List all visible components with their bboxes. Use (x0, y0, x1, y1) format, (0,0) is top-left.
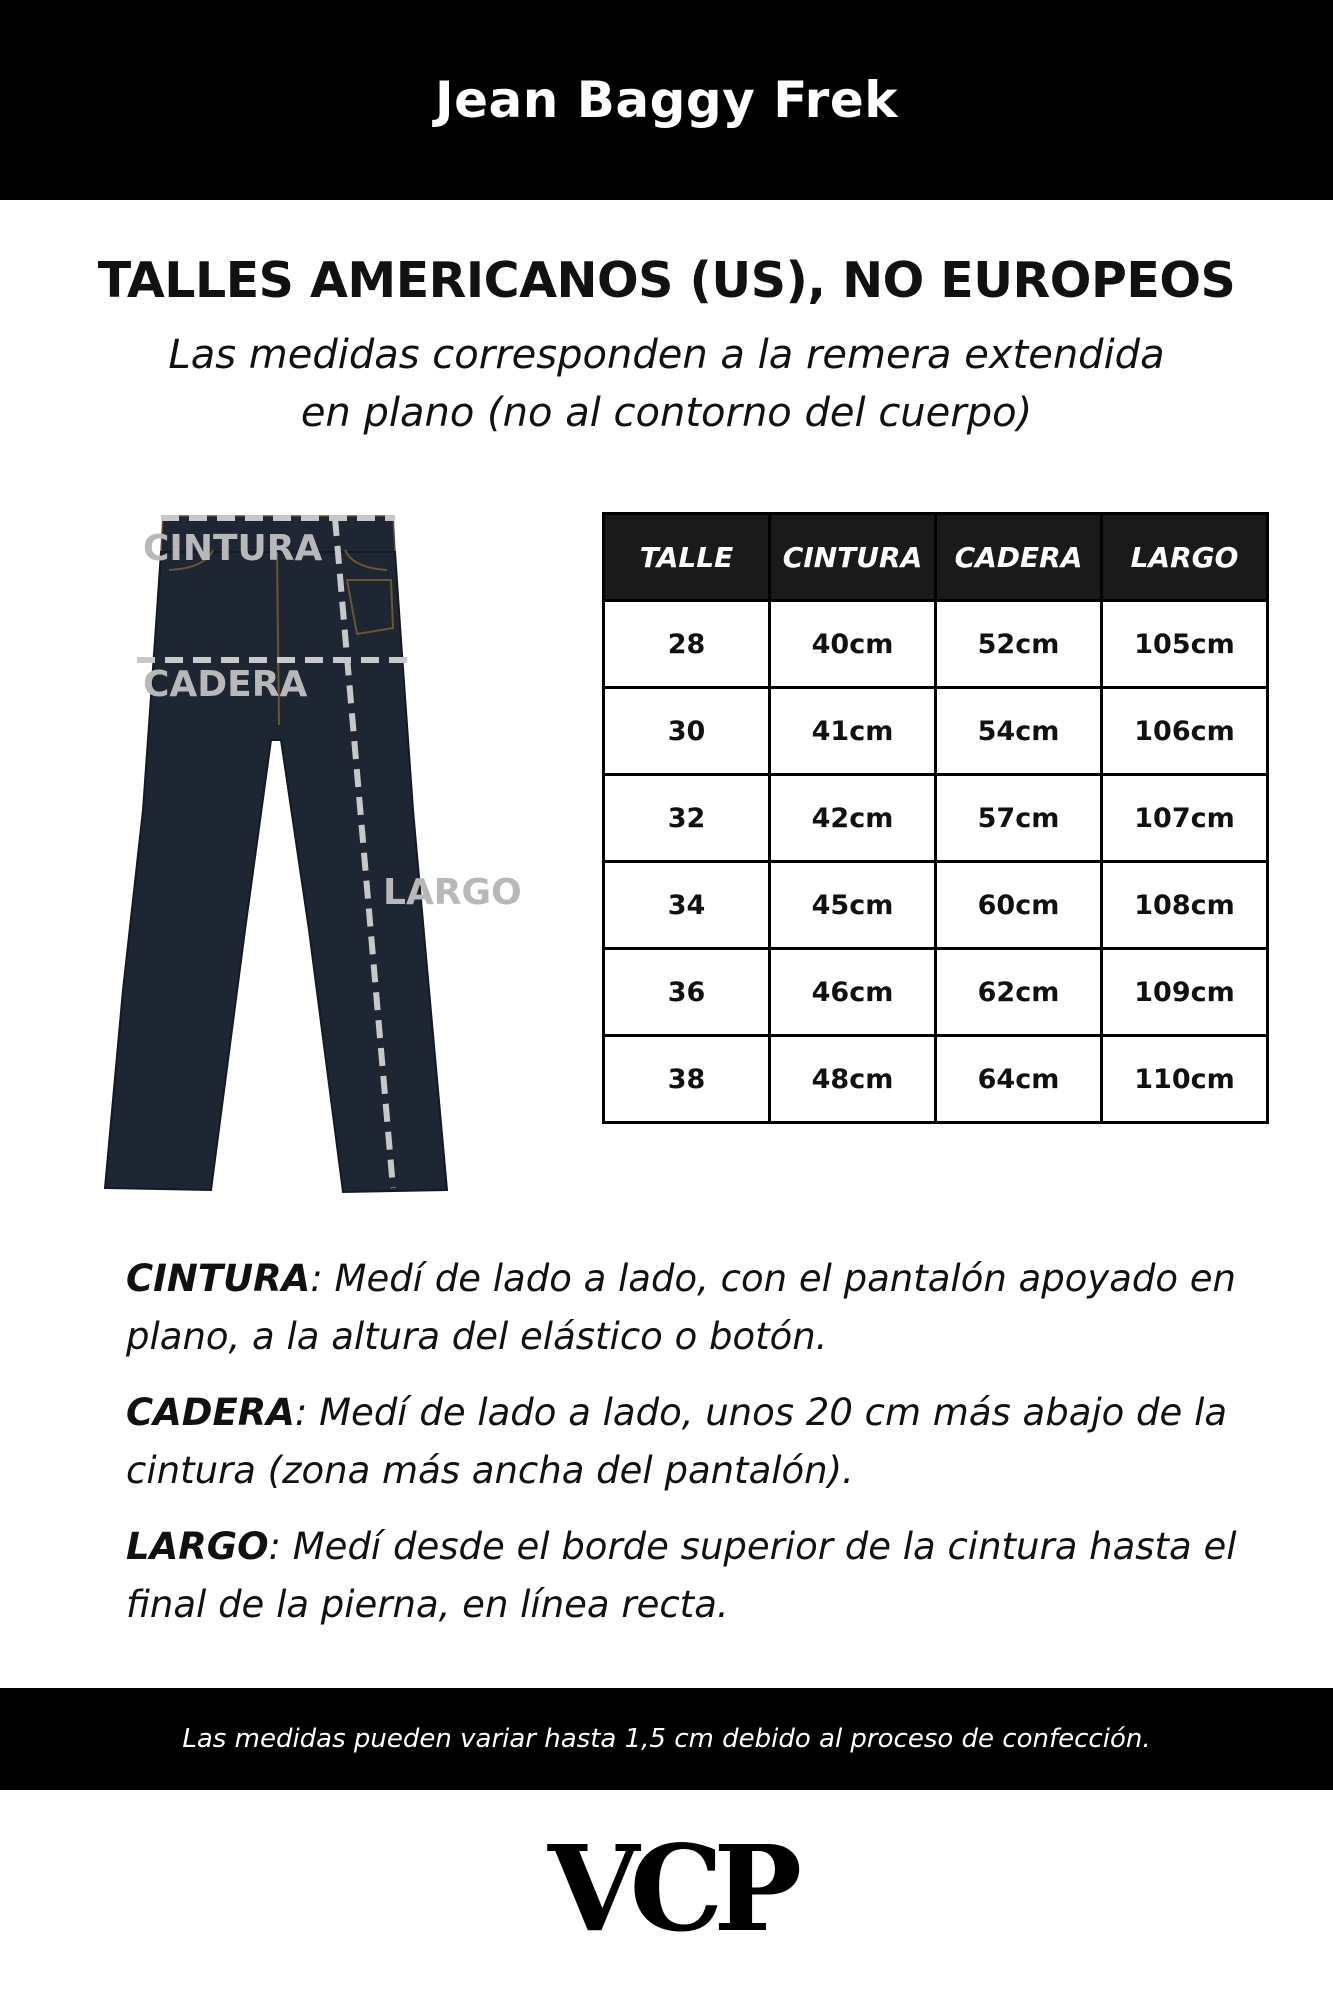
disclaimer-text: Las medidas pueden variar hasta 1,5 cm debido al proceso de confección. (182, 1724, 1151, 1754)
table-cell: 46cm (770, 949, 936, 1036)
note-cintura (126, 1250, 1276, 1366)
brand-logo (520, 1830, 820, 1940)
table-cell: 57cm (936, 775, 1102, 862)
column-header: TALLE (604, 514, 770, 601)
size-table (602, 512, 1269, 1124)
jeans-diagram (95, 510, 535, 1200)
table-cell: 52cm (936, 601, 1102, 688)
subheading-line-2: en plano (no al contorno del cuerpo) (300, 390, 1033, 436)
vcp-logo (520, 1830, 820, 1940)
note-term: LARGO (126, 1525, 269, 1568)
cintura-label: CINTURA (143, 528, 323, 569)
table-cell: 108cm (1102, 862, 1268, 949)
product-title: Jean Baggy Frek (435, 71, 898, 129)
disclaimer-bar (0, 1688, 1333, 1790)
table-row (604, 949, 1268, 1036)
size-heading: TALLES AMERICANOS (US), NO EUROPEOS (97, 252, 1236, 309)
column-header: CINTURA (770, 514, 936, 601)
table-cell: 38 (604, 1036, 770, 1123)
table-row (604, 775, 1268, 862)
table-cell: 107cm (1102, 775, 1268, 862)
table-cell: 42cm (770, 775, 936, 862)
table-cell: 41cm (770, 688, 936, 775)
table-cell: 54cm (936, 688, 1102, 775)
table-cell: 64cm (936, 1036, 1102, 1123)
size-subheading (0, 326, 1333, 442)
note-text: : Medí de lado a lado, con el pantalón apoyado en plano, a la altura del elástico o botón. (126, 1257, 1237, 1358)
logo-text: VCP (547, 1830, 793, 1940)
table-cell: 62cm (936, 949, 1102, 1036)
subheading-line-1: Las medidas corresponden a la remera extendida (168, 332, 1165, 378)
cadera-label: CADERA (143, 664, 308, 705)
table-row (604, 1036, 1268, 1123)
table-cell: 32 (604, 775, 770, 862)
table-cell: 110cm (1102, 1036, 1268, 1123)
note-cadera (126, 1384, 1276, 1500)
table-cell: 40cm (770, 601, 936, 688)
table-cell: 30 (604, 688, 770, 775)
jeans-illustration (95, 510, 535, 1200)
table-row (604, 601, 1268, 688)
table-cell: 36 (604, 949, 770, 1036)
largo-label: LARGO (383, 872, 522, 913)
note-text: : Medí desde el borde superior de la cintura hasta el final de la pierna, en línea recta. (126, 1525, 1237, 1626)
table-cell: 109cm (1102, 949, 1268, 1036)
header-bar (0, 0, 1333, 200)
table-cell: 60cm (936, 862, 1102, 949)
table-header-row (604, 514, 1268, 601)
table-cell: 28 (604, 601, 770, 688)
note-text: : Medí de lado a lado, unos 20 cm más abajo de la cintura (zona más ancha del pantalón). (126, 1391, 1228, 1492)
note-term: CINTURA (126, 1257, 311, 1300)
table-row (604, 862, 1268, 949)
table-cell: 48cm (770, 1036, 936, 1123)
column-header: CADERA (936, 514, 1102, 601)
note-largo (126, 1518, 1276, 1634)
table-cell: 34 (604, 862, 770, 949)
table-cell: 105cm (1102, 601, 1268, 688)
table-cell: 45cm (770, 862, 936, 949)
measurement-notes (126, 1250, 1276, 1652)
table-cell: 106cm (1102, 688, 1268, 775)
table-row (604, 688, 1268, 775)
note-term: CADERA (126, 1391, 295, 1434)
column-header: LARGO (1102, 514, 1268, 601)
